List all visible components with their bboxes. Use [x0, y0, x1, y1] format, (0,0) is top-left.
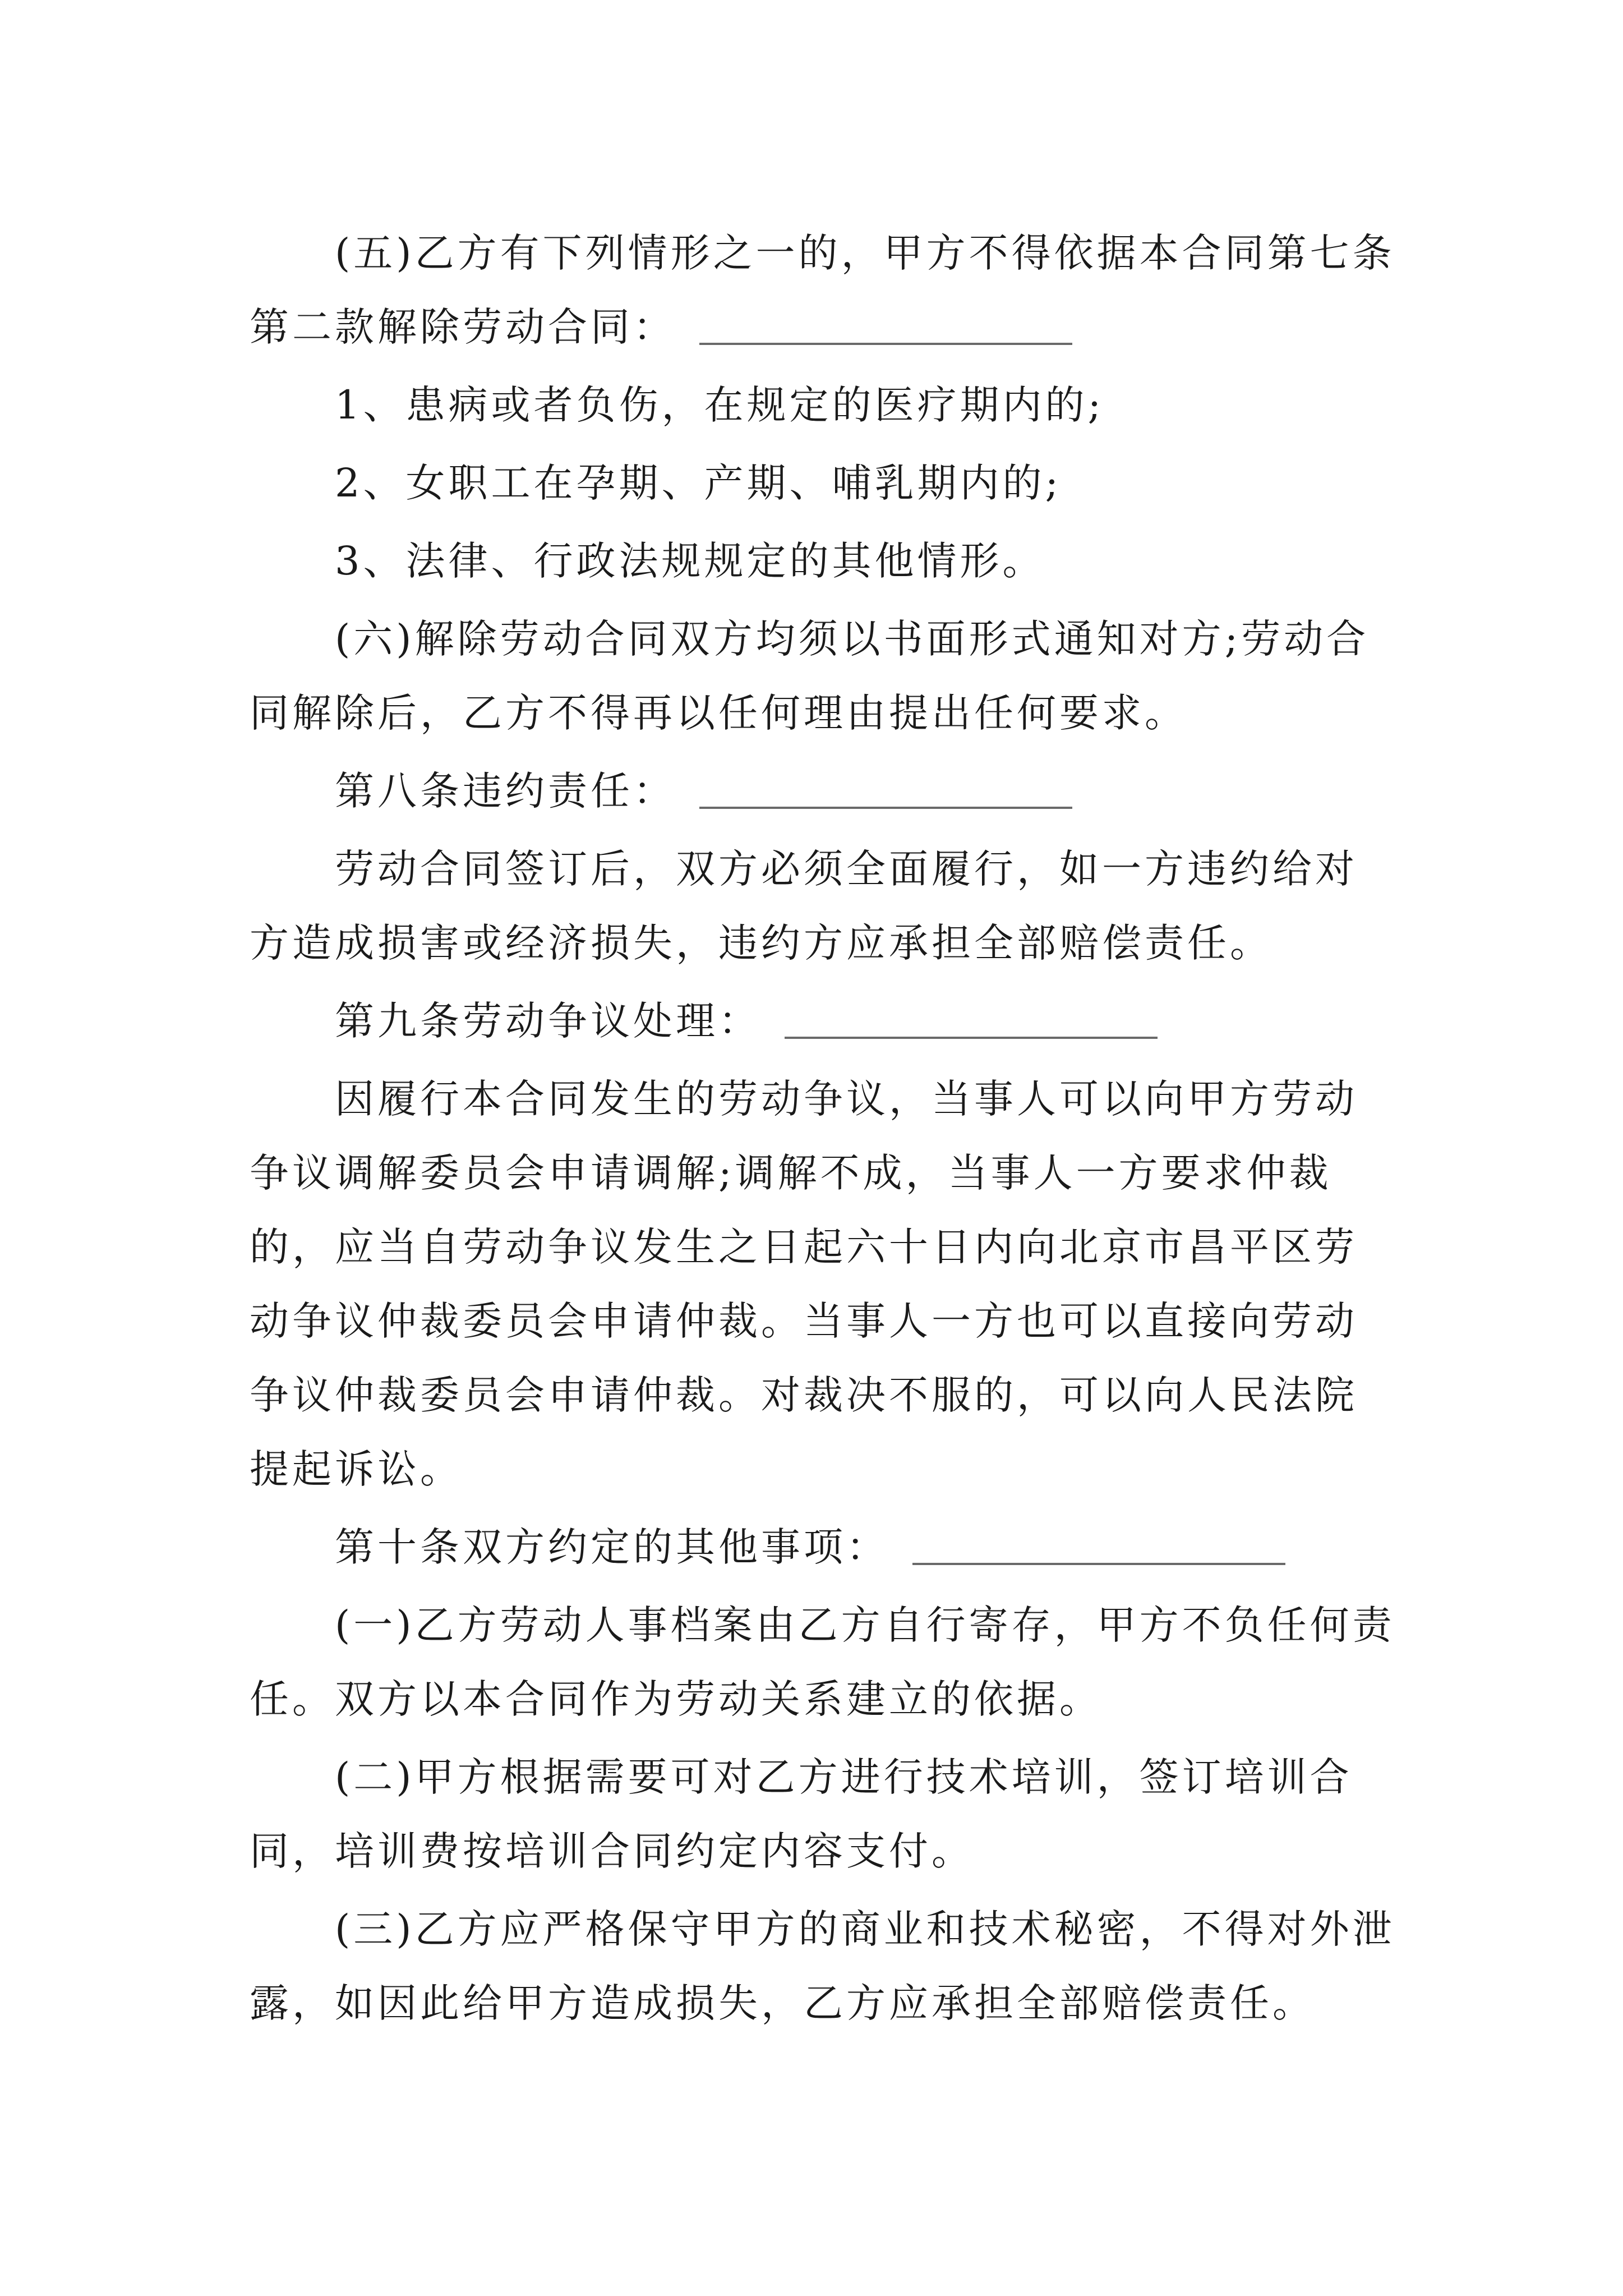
paragraph-text: 2、女职工在孕期、产期、哺乳期内的; — [335, 460, 1062, 506]
paragraph-text: (六)解除劳动合同双方均须以书面形式通知对方;劳动合同解除后，乙方不得再以任何理由提出任何要求。 — [250, 616, 1370, 736]
article-10-item-2 — [250, 1740, 1399, 1888]
article-10-heading — [250, 1510, 1399, 1584]
paragraph-text: (五)乙方有下列情形之一的，甲方不得依据本合同第七条第二款解除劳动合同： — [250, 230, 1395, 350]
paragraph-text: 3、法律、行政法规规定的其他情形。 — [335, 538, 1045, 584]
document-page — [250, 216, 1399, 2044]
paragraph-text: 因履行本合同发生的劳动争议，当事人可以向甲方劳动争议调解委员会申请调解;调解不成，当事人一方要求仲裁的，应当自劳动争议发生之日起六十日内向北京市昌平区劳动争议仲裁委员会申请仲裁。当事人一方也可以直接向劳动争议仲裁委员会申请仲裁。对裁决不服的，可以向人民法院提起诉讼。 — [250, 1076, 1358, 1492]
article-9-heading — [250, 984, 1399, 1058]
paragraph-text: 第十条双方约定的其他事项： — [335, 1524, 889, 1570]
article-8-heading — [250, 754, 1399, 828]
paragraph-text: (三)乙方应严格保守甲方的商业和技术秘密，不得对外泄露，如因此给甲方造成损失，乙方应承担全部赔偿责任。 — [250, 1906, 1395, 2026]
article-10-item-1 — [250, 1588, 1399, 1736]
article-9-body — [250, 1062, 1399, 1506]
paragraph-text: 劳动合同签订后，双方必须全面履行，如一方违约给对方造成损害或经济损失，违约方应承担全部赔偿责任。 — [250, 846, 1358, 966]
paragraph-clause-6 — [250, 602, 1399, 750]
paragraph-text: (一)乙方劳动人事档案由乙方自行寄存，甲方不负任何责任。双方以本合同作为劳动关系建立的依据。 — [250, 1602, 1395, 1722]
fill-in-blank — [699, 804, 1072, 809]
paragraph-item-3 — [250, 524, 1399, 598]
paragraph-text: 第八条违约责任： — [335, 768, 676, 814]
paragraph-text: 1、患病或者负伤，在规定的医疗期内的; — [335, 382, 1105, 428]
article-8-body — [250, 832, 1399, 980]
fill-in-blank — [912, 1561, 1285, 1565]
paragraph-text: 第九条劳动争议处理： — [335, 998, 761, 1044]
fill-in-blank — [785, 1034, 1158, 1039]
paragraph-text: (二)甲方根据需要可对乙方进行技术培训，签订培训合同，培训费按培训合同约定内容支付。 — [250, 1754, 1353, 1874]
paragraph-item-1 — [250, 368, 1399, 442]
article-10-item-3 — [250, 1892, 1399, 2040]
paragraph-clause-5 — [250, 216, 1399, 364]
paragraph-item-2 — [250, 446, 1399, 520]
fill-in-blank — [699, 341, 1072, 345]
